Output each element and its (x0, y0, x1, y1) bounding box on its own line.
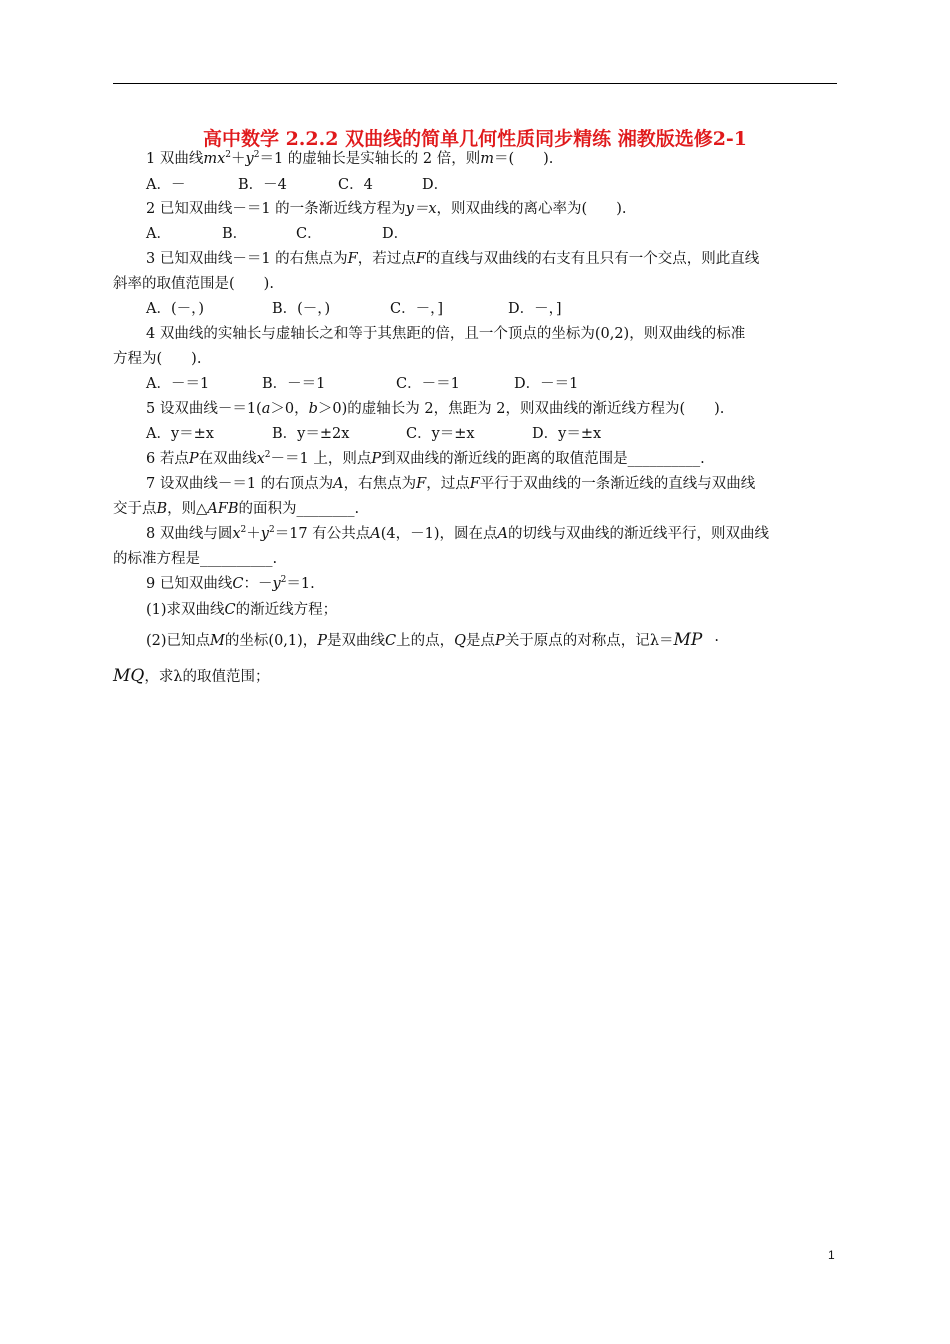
page-title: 高中数学 2.2.2 双曲线的简单几何性质同步精练 湘教版选修2-1 (202, 128, 748, 150)
q2-option-d: D． (382, 226, 409, 242)
question-1: 1 双曲线$mx^2+y^2=1$ 的虚轴长是实轴长的 2 倍，则m＝( ). (146, 150, 554, 167)
question-5: 5 设双曲线－＝1(a＞0，b＞0)的虚轴长为 2，焦距为 2，则双曲线的渐近线方程为( ). (146, 401, 725, 417)
question-7-cont: 交于点B，则△AFB的面积为________. (113, 501, 360, 517)
q1-option-c: C．4 (338, 177, 373, 193)
q4-option-d: D．－＝1 (514, 376, 579, 392)
q1-option-d: D． (422, 177, 449, 193)
q1-option-b: B．－4 (238, 177, 287, 193)
question-4-cont: 方程为( ). (113, 351, 202, 367)
q3-option-a: A．(－，) (146, 301, 205, 317)
page-number: 1 (828, 1248, 835, 1262)
q4-option-c: C．－＝1 (396, 376, 460, 392)
q1-option-a: A．－ (146, 177, 186, 193)
q3-option-d: D．－，] (508, 301, 562, 317)
question-3: 3 已知双曲线－＝1 的右焦点为F，若过点F的直线与双曲线的右支有且只有一个交点，则此直线 (146, 251, 760, 267)
q4-option-a: A．－＝1 (146, 376, 210, 392)
question-9: 9 已知双曲线C：$-y^2=1$. (146, 575, 315, 592)
question-9-part-2: (2)已知点M的坐标(0,1)，P是双曲线C上的点，Q是点P关于原点的对称点，记λ＝MP · (146, 630, 719, 650)
question-4-options (146, 374, 578, 394)
question-9-part-2-cont: MQ，求λ的取值范围； (113, 666, 270, 686)
q2-option-b: B． (222, 226, 248, 242)
question-2: 2 已知双曲线－＝1 的一条渐近线方程为y＝x，则双曲线的离心率为( ). (146, 201, 627, 217)
question-6: 6 若点P在双曲线$x^2-=1$ 上，则点P到双曲线的渐近线的距离的取值范围是__________. (146, 450, 705, 467)
q5-option-b: B．y＝±2x (272, 426, 350, 442)
q5-option-c: C．y＝±x (406, 426, 475, 442)
question-3-options (146, 299, 562, 319)
q2-option-a: A． (146, 226, 171, 242)
q3-option-b: B．(－，) (272, 301, 331, 317)
header-rule (113, 83, 837, 84)
q5-option-a: A．y＝±x (146, 426, 214, 442)
question-3-cont: 斜率的取值范围是( ). (113, 276, 274, 292)
question-5-options (146, 424, 601, 444)
q5-option-d: D．y＝±x (532, 426, 602, 442)
question-8-cont: 的标准方程是__________. (113, 551, 278, 567)
question-9-part-1: (1)求双曲线C的渐近线方程； (146, 602, 338, 618)
q2-option-c: C． (296, 226, 322, 242)
question-4: 4 双曲线的实轴长与虚轴长之和等于其焦距的倍，且一个顶点的坐标为(0,2)，则双曲线的标准 (146, 326, 746, 342)
question-1-options (146, 175, 448, 195)
question-7: 7 设双曲线－＝1 的右顶点为A，右焦点为F，过点F平行于双曲线的一条渐近线的直线与双曲线 (146, 476, 756, 492)
question-2-options (146, 224, 408, 244)
question-8: 8 双曲线与圆$x^2+y^2=17$ 有公共点A(4，－1)，圆在点A的切线与双曲线的渐近线平行，则双曲线 (146, 525, 769, 542)
q4-option-b: B．－＝1 (262, 376, 326, 392)
q3-option-c: C．－，] (390, 301, 444, 317)
